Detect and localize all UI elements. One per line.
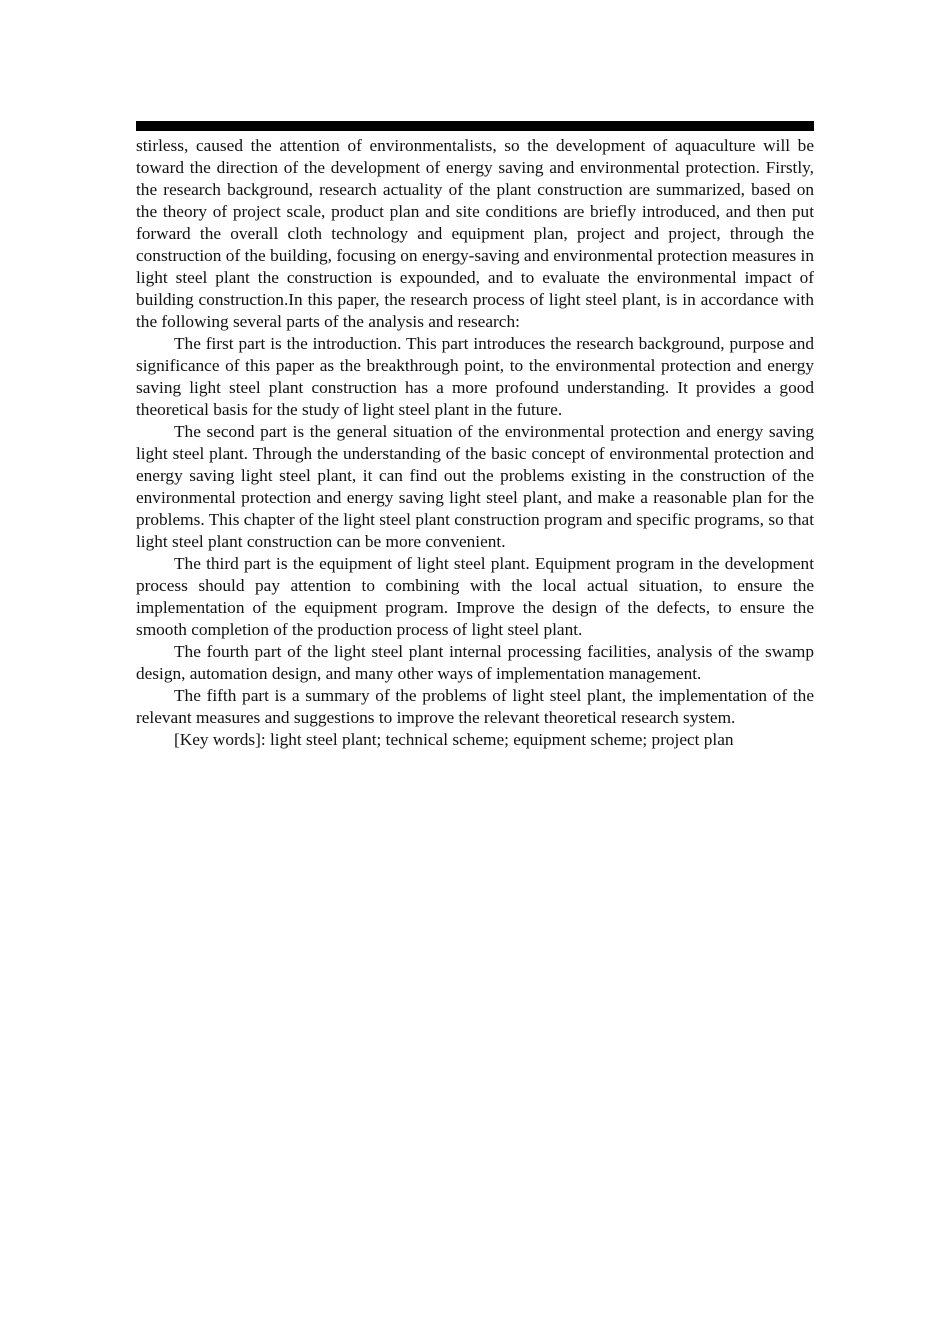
paragraph-third-part: The third part is the equipment of light steel plant. Equipment program in the development process should pay attention to combining with the local actual situation, to ensure the implementation of the equipment program. Improve the design of the defects, to ensure the smooth completion of the production process of light steel plant.: [136, 554, 814, 639]
paragraph-fourth-part: The fourth part of the light steel plant internal processing facilities, analysis of the swamp design, automation design, and many other ways of implementation management.: [136, 642, 814, 683]
keywords-line: [Key words]: light steel plant; technical scheme; equipment scheme; project plan: [174, 730, 734, 749]
paragraph-fifth-part: The fifth part is a summary of the problems of light steel plant, the implementation of the relevant measures and suggestions to improve the relevant theoretical research system.: [136, 686, 814, 727]
paragraph-continued: stirless, caused the attention of environmentalists, so the development of aquaculture will be toward the direction of the development of energy saving and environmental protection. Firstly, the research background, research actuality of the plant construction are summarized, based on the theory of project scale, product plan and site conditions are briefly introduced, and then put forward the overall cloth technology and equipment plan, project and project, through the construction of the building, focusing on energy-saving and environmental protection measures in light steel plant the construction is expounded, and to evaluate the environmental impact of building construction.In this paper, the research process of light steel plant, is in accordance with the following several parts of the analysis and research:: [136, 136, 814, 331]
paragraph-second-part: The second part is the general situation of the environmental protection and energy saving light steel plant. Through the understanding of the basic concept of environmental protection and energy saving light steel plant, it can find out the problems existing in the construction of the environmental protection and energy saving light steel plant, and make a reasonable plan for the problems. This chapter of the light steel plant construction program and specific programs, so that light steel plant construction can be more convenient.: [136, 422, 814, 551]
abstract-body: [136, 135, 814, 751]
paragraph-first-part: The first part is the introduction. This part introduces the research background, purpose and significance of this paper as the breakthrough point, to the environmental protection and energy saving light steel plant construction has a more profound understanding. It provides a good theoretical basis for the study of light steel plant in the future.: [136, 334, 814, 419]
header-rule: [136, 121, 814, 131]
